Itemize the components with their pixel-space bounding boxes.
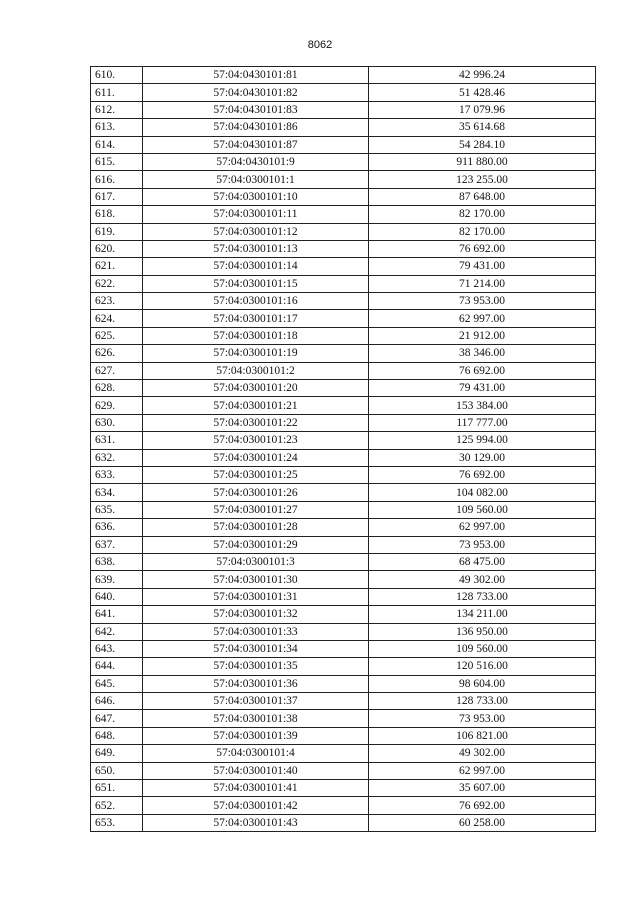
- row-number-cell: 623.: [91, 293, 143, 310]
- table-row: [91, 710, 596, 727]
- table-row: [91, 293, 596, 310]
- cadastral-number-cell: 57:04:0300101:3: [143, 553, 369, 570]
- cadastral-number-cell: 57:04:0300101:25: [143, 466, 369, 483]
- row-number-cell: 629.: [91, 397, 143, 414]
- value-cell: 30 129.00: [369, 449, 596, 466]
- value-cell: 62 997.00: [369, 519, 596, 536]
- value-cell: 79 431.00: [369, 380, 596, 397]
- cadastral-number-cell: 57:04:0300101:13: [143, 240, 369, 257]
- row-number-cell: 640.: [91, 588, 143, 605]
- table-row: [91, 223, 596, 240]
- row-number-cell: 633.: [91, 466, 143, 483]
- value-cell: 62 997.00: [369, 762, 596, 779]
- cadastral-number-cell: 57:04:0300101:38: [143, 710, 369, 727]
- table-row: [91, 484, 596, 501]
- value-cell: 54 284.10: [369, 136, 596, 153]
- table-row: [91, 327, 596, 344]
- cadastral-number-cell: 57:04:0300101:27: [143, 501, 369, 518]
- cadastral-number-cell: 57:04:0300101:20: [143, 380, 369, 397]
- cadastral-number-cell: 57:04:0300101:31: [143, 588, 369, 605]
- row-number-cell: 622.: [91, 275, 143, 292]
- table-row: [91, 345, 596, 362]
- table-row: [91, 432, 596, 449]
- value-cell: 109 560.00: [369, 501, 596, 518]
- row-number-cell: 635.: [91, 501, 143, 518]
- cadastral-number-cell: 57:04:0430101:82: [143, 84, 369, 101]
- cadastral-number-cell: 57:04:0430101:9: [143, 153, 369, 170]
- table-row: [91, 362, 596, 379]
- table-row: [91, 188, 596, 205]
- row-number-cell: 628.: [91, 380, 143, 397]
- value-cell: 49 302.00: [369, 571, 596, 588]
- row-number-cell: 618.: [91, 206, 143, 223]
- value-cell: 76 692.00: [369, 362, 596, 379]
- table-row: [91, 119, 596, 136]
- cadastral-number-cell: 57:04:0300101:34: [143, 640, 369, 657]
- table-row: [91, 762, 596, 779]
- value-cell: 73 953.00: [369, 710, 596, 727]
- value-cell: 136 950.00: [369, 623, 596, 640]
- table-row: [91, 240, 596, 257]
- table-row: [91, 519, 596, 536]
- table-row: [91, 553, 596, 570]
- row-number-cell: 634.: [91, 484, 143, 501]
- row-number-cell: 644.: [91, 658, 143, 675]
- value-cell: 125 994.00: [369, 432, 596, 449]
- value-cell: 17 079.96: [369, 101, 596, 118]
- row-number-cell: 649.: [91, 745, 143, 762]
- table-row: [91, 797, 596, 814]
- row-number-cell: 647.: [91, 710, 143, 727]
- page-number: 8062: [307, 39, 333, 51]
- table-row: [91, 588, 596, 605]
- value-cell: 82 170.00: [369, 206, 596, 223]
- value-cell: 120 516.00: [369, 658, 596, 675]
- value-cell: 911 880.00: [369, 153, 596, 170]
- value-cell: 35 614.68: [369, 119, 596, 136]
- value-cell: 71 214.00: [369, 275, 596, 292]
- cadastral-number-cell: 57:04:0300101:19: [143, 345, 369, 362]
- row-number-cell: 643.: [91, 640, 143, 657]
- row-number-cell: 610.: [91, 67, 143, 84]
- cadastral-number-cell: 57:04:0300101:24: [143, 449, 369, 466]
- value-cell: 62 997.00: [369, 310, 596, 327]
- row-number-cell: 651.: [91, 780, 143, 797]
- row-number-cell: 636.: [91, 519, 143, 536]
- table-row: [91, 675, 596, 692]
- cadastral-number-cell: 57:04:0300101:12: [143, 223, 369, 240]
- cadastral-number-cell: 57:04:0300101:23: [143, 432, 369, 449]
- cadastral-number-cell: 57:04:0300101:28: [143, 519, 369, 536]
- row-number-cell: 642.: [91, 623, 143, 640]
- row-number-cell: 641.: [91, 606, 143, 623]
- table-row: [91, 466, 596, 483]
- cadastral-number-cell: 57:04:0300101:32: [143, 606, 369, 623]
- cadastral-number-cell: 57:04:0300101:18: [143, 327, 369, 344]
- value-cell: 128 733.00: [369, 588, 596, 605]
- value-cell: 87 648.00: [369, 188, 596, 205]
- table-row: [91, 275, 596, 292]
- row-number-cell: 620.: [91, 240, 143, 257]
- row-number-cell: 637.: [91, 536, 143, 553]
- cadastral-number-cell: 57:04:0300101:37: [143, 693, 369, 710]
- cadastral-number-cell: 57:04:0300101:11: [143, 206, 369, 223]
- value-cell: 76 692.00: [369, 797, 596, 814]
- value-cell: 128 733.00: [369, 693, 596, 710]
- cadastral-number-cell: 57:04:0300101:41: [143, 780, 369, 797]
- table-row: [91, 206, 596, 223]
- cadastral-number-cell: 57:04:0300101:15: [143, 275, 369, 292]
- table-row: [91, 310, 596, 327]
- table-row: [91, 727, 596, 744]
- cadastral-number-cell: 57:04:0300101:42: [143, 797, 369, 814]
- value-cell: 123 255.00: [369, 171, 596, 188]
- value-cell: 68 475.00: [369, 553, 596, 570]
- cadastral-number-cell: 57:04:0430101:81: [143, 67, 369, 84]
- value-cell: 42 996.24: [369, 67, 596, 84]
- cadastral-number-cell: 57:04:0300101:21: [143, 397, 369, 414]
- row-number-cell: 617.: [91, 188, 143, 205]
- cadastral-number-cell: 57:04:0300101:36: [143, 675, 369, 692]
- cadastral-number-cell: 57:04:0300101:10: [143, 188, 369, 205]
- table-row: [91, 171, 596, 188]
- table-row: [91, 693, 596, 710]
- row-number-cell: 624.: [91, 310, 143, 327]
- value-cell: 51 428.46: [369, 84, 596, 101]
- cadastral-number-cell: 57:04:0300101:33: [143, 623, 369, 640]
- cadastral-number-cell: 57:04:0300101:26: [143, 484, 369, 501]
- table-row: [91, 67, 596, 84]
- value-cell: 98 604.00: [369, 675, 596, 692]
- row-number-cell: 613.: [91, 119, 143, 136]
- row-number-cell: 653.: [91, 814, 143, 831]
- value-cell: 60 258.00: [369, 814, 596, 831]
- row-number-cell: 614.: [91, 136, 143, 153]
- row-number-cell: 630.: [91, 414, 143, 431]
- table-row: [91, 380, 596, 397]
- value-cell: 106 821.00: [369, 727, 596, 744]
- value-cell: 82 170.00: [369, 223, 596, 240]
- table-row: [91, 606, 596, 623]
- row-number-cell: 646.: [91, 693, 143, 710]
- table-row: [91, 640, 596, 657]
- cadastral-number-cell: 57:04:0300101:14: [143, 258, 369, 275]
- cadastral-number-cell: 57:04:0300101:16: [143, 293, 369, 310]
- cadastral-number-cell: 57:04:0300101:22: [143, 414, 369, 431]
- cadastral-number-cell: 57:04:0300101:30: [143, 571, 369, 588]
- row-number-cell: 619.: [91, 223, 143, 240]
- table-row: [91, 449, 596, 466]
- table-row: [91, 101, 596, 118]
- table-row: [91, 536, 596, 553]
- cadastral-number-cell: 57:04:0300101:17: [143, 310, 369, 327]
- table-row: [91, 136, 596, 153]
- row-number-cell: 621.: [91, 258, 143, 275]
- row-number-cell: 616.: [91, 171, 143, 188]
- value-cell: 38 346.00: [369, 345, 596, 362]
- cadastral-number-cell: 57:04:0300101:43: [143, 814, 369, 831]
- value-cell: 109 560.00: [369, 640, 596, 657]
- row-number-cell: 625.: [91, 327, 143, 344]
- row-number-cell: 648.: [91, 727, 143, 744]
- cadastral-table: [90, 66, 596, 832]
- cadastral-number-cell: 57:04:0430101:83: [143, 101, 369, 118]
- value-cell: 49 302.00: [369, 745, 596, 762]
- value-cell: 73 953.00: [369, 293, 596, 310]
- value-cell: 79 431.00: [369, 258, 596, 275]
- value-cell: 104 082.00: [369, 484, 596, 501]
- table-row: [91, 571, 596, 588]
- cadastral-number-cell: 57:04:0300101:4: [143, 745, 369, 762]
- row-number-cell: 626.: [91, 345, 143, 362]
- table-row: [91, 258, 596, 275]
- cadastral-number-cell: 57:04:0300101:1: [143, 171, 369, 188]
- row-number-cell: 615.: [91, 153, 143, 170]
- table-row: [91, 414, 596, 431]
- row-number-cell: 627.: [91, 362, 143, 379]
- value-cell: 153 384.00: [369, 397, 596, 414]
- cadastral-number-cell: 57:04:0430101:86: [143, 119, 369, 136]
- value-cell: 21 912.00: [369, 327, 596, 344]
- cadastral-number-cell: 57:04:0430101:87: [143, 136, 369, 153]
- row-number-cell: 638.: [91, 553, 143, 570]
- row-number-cell: 639.: [91, 571, 143, 588]
- value-cell: 35 607.00: [369, 780, 596, 797]
- cadastral-number-cell: 57:04:0300101:39: [143, 727, 369, 744]
- table-row: [91, 153, 596, 170]
- value-cell: 76 692.00: [369, 466, 596, 483]
- table-row: [91, 623, 596, 640]
- table-row: [91, 84, 596, 101]
- value-cell: 117 777.00: [369, 414, 596, 431]
- cadastral-number-cell: 57:04:0300101:35: [143, 658, 369, 675]
- table-row: [91, 745, 596, 762]
- table-body: [91, 67, 596, 832]
- value-cell: 73 953.00: [369, 536, 596, 553]
- cadastral-number-cell: 57:04:0300101:40: [143, 762, 369, 779]
- row-number-cell: 632.: [91, 449, 143, 466]
- table-row: [91, 397, 596, 414]
- table-row: [91, 780, 596, 797]
- row-number-cell: 611.: [91, 84, 143, 101]
- row-number-cell: 650.: [91, 762, 143, 779]
- table-row: [91, 658, 596, 675]
- row-number-cell: 645.: [91, 675, 143, 692]
- cadastral-number-cell: 57:04:0300101:2: [143, 362, 369, 379]
- row-number-cell: 612.: [91, 101, 143, 118]
- row-number-cell: 652.: [91, 797, 143, 814]
- table-row: [91, 814, 596, 831]
- value-cell: 76 692.00: [369, 240, 596, 257]
- table-row: [91, 501, 596, 518]
- value-cell: 134 211.00: [369, 606, 596, 623]
- row-number-cell: 631.: [91, 432, 143, 449]
- cadastral-number-cell: 57:04:0300101:29: [143, 536, 369, 553]
